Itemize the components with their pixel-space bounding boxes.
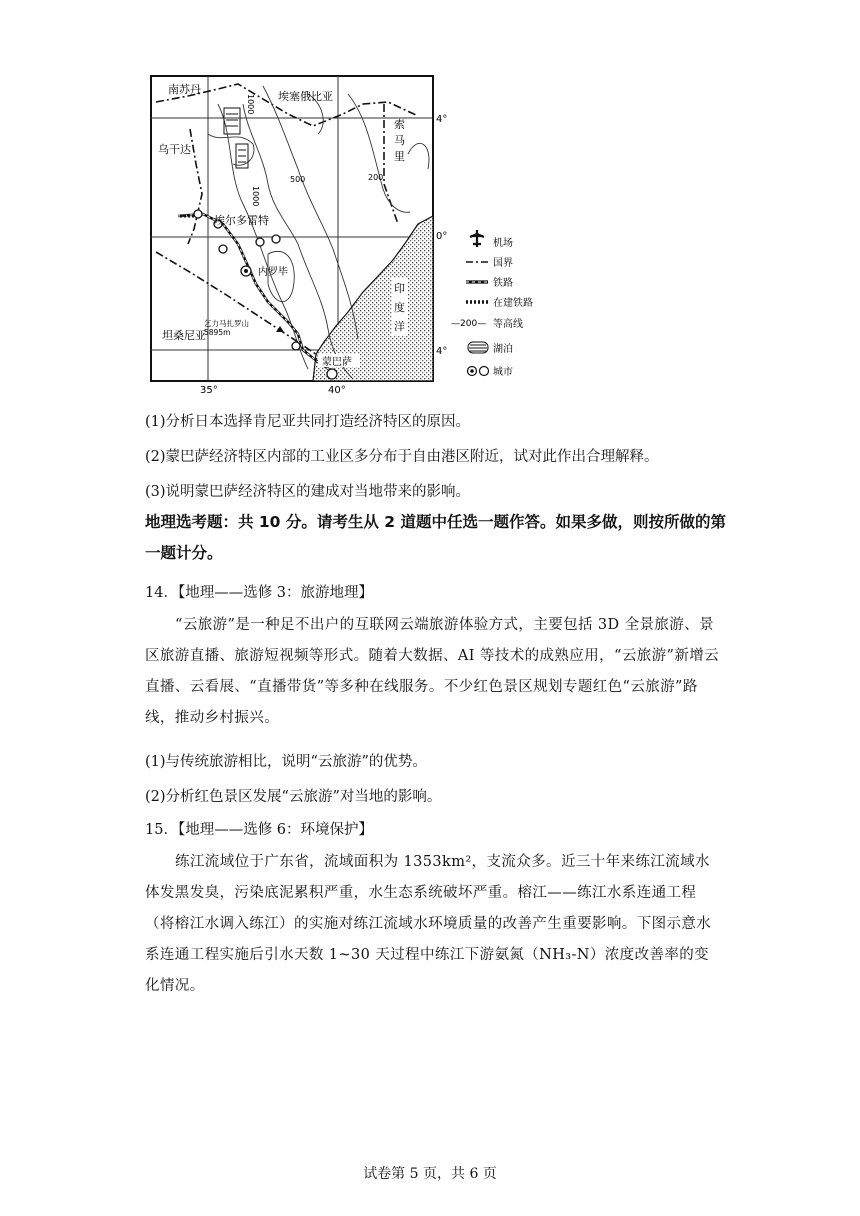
map-svg	[148, 74, 538, 396]
label-eldoret: 埃尔多雷特	[214, 214, 269, 227]
contour-label-1000a: 1000	[246, 94, 255, 115]
label-somalia-2: 马	[394, 134, 405, 147]
section-heading: 地理选考题：共 10 分。请考生从 2 道题中任选一题作答。如果多做，则按所做的第一题计分。	[145, 513, 726, 562]
label-uganda: 乌干达	[158, 143, 191, 156]
legend-lake: 湖泊	[493, 344, 513, 355]
label-ocean-1: 印	[394, 282, 405, 295]
lat-label-4s: 4°	[436, 346, 448, 357]
label-nairobi: 内罗毕	[258, 267, 288, 278]
lat-label-4n: 4°	[436, 114, 448, 125]
q15-paragraph: 练江流域位于广东省，流域面积为 1353km²，支流众多。近三十年来练江流域水体发黑发臭，污染底泥累积严重，水生态系统破坏严重。榕江——练江水系连通工程（将榕江水调入练江）的实施对练江流域水环境质量的改善产生重要影响。下图示意水系连通工程实施后引水天数 1~30 天过程中练江下游氨氮（NH₃-N）浓度改善率的变化情况。	[145, 854, 712, 994]
legend-contour-sample: —200—	[451, 319, 487, 329]
legend-city: 城市	[493, 367, 513, 378]
label-south-sudan: 南苏丹	[168, 83, 201, 96]
label-ethiopia: 埃塞俄比亚	[278, 90, 333, 103]
label-somalia-3: 里	[394, 150, 405, 163]
map-legend	[451, 230, 533, 378]
label-ocean-2: 度	[394, 301, 405, 314]
east-africa-map	[148, 74, 538, 396]
q14-sub1: (1)与传统旅游相比，说明“云旅游”的优势。	[145, 754, 427, 770]
contour-label-500: 500	[290, 175, 306, 184]
contour-label-200: 200	[368, 173, 384, 182]
label-somalia-1: 索	[394, 118, 405, 131]
q14-paragraph: “云旅游”是一种足不出户的互联网云端旅游体验方式，主要包括 3D 全景旅游、景区旅游直播、旅游短视频等形式。随着大数据、AI 等技术的成熟应用，“云旅游”新增云直播、云看展、“直播带货”等多种在线服务。不少红色景区规划专题红色“云旅游”路线，推动乡村振兴。	[145, 617, 720, 726]
label-mombasa: 蒙巴萨	[322, 357, 352, 368]
question-1: (1)分析日本选择肯尼亚共同打造经济特区的原因。	[145, 414, 471, 430]
page-footer: 试卷第 5 页，共 6 页	[363, 1166, 497, 1182]
label-ocean-3: 洋	[394, 320, 405, 333]
legend-rail-construction: 在建铁路	[493, 298, 533, 309]
question-3: (3)说明蒙巴萨经济特区的建成对当地带来的影响。	[145, 484, 471, 500]
label-kilimanjaro: 乞力马扎罗山 5895m	[204, 319, 249, 337]
lat-label-0: 0°	[436, 231, 448, 242]
q14-title: 14．【地理——选修 3：旅游地理】	[145, 585, 374, 601]
legend-railway: 铁路	[493, 278, 513, 289]
airport-icon	[470, 230, 484, 247]
legend-airport: 机场	[493, 238, 513, 249]
legend-contour: 等高线	[493, 319, 523, 330]
label-tanzania: 坦桑尼亚	[162, 329, 206, 342]
contour-label-1000b: 1000	[251, 186, 260, 207]
q15-title: 15．【地理——选修 6：环境保护】	[145, 822, 374, 838]
q14-sub2: (2)分析红色景区发展“云旅游”对当地的影响。	[145, 789, 442, 805]
lon-label-35: 35°	[200, 385, 218, 396]
legend-border: 国界	[493, 258, 513, 269]
lon-label-40: 40°	[328, 385, 346, 396]
question-2: (2)蒙巴萨经济特区内部的工业区多分布于自由港区附近，试对此作出合理解释。	[145, 449, 659, 465]
